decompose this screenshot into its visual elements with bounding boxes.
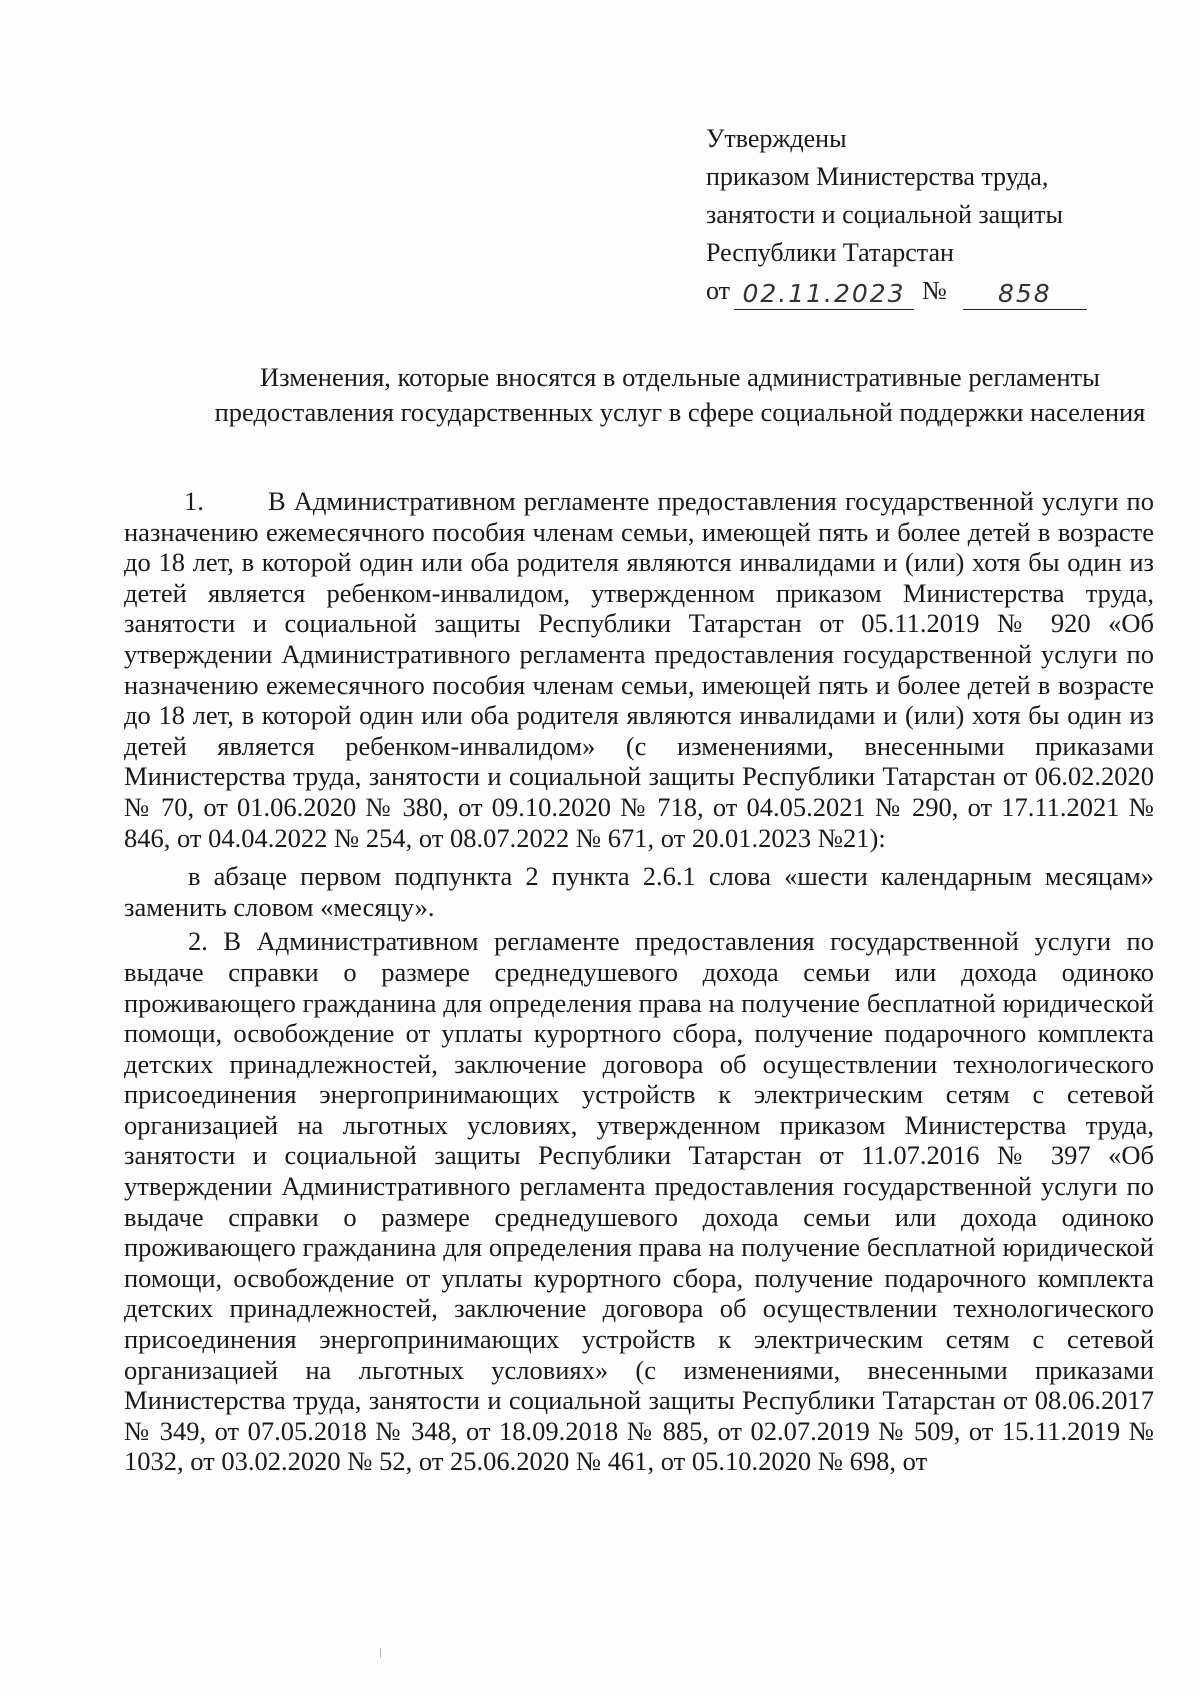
date-prefix: от — [706, 276, 731, 305]
paragraph-1-text: В Административном регламенте предоставления государственной услуги по назначению ежемесячного пособия членам семьи, имеющей пять и более детей в возрасте до 18 лет, в которой один или оба родителя являются инвалидами и (или) хотя бы один из детей является ребенком-инвалидом, утвержденном приказом Министерства труда, занятости и социальной защиты Республики Татарстан от 05.11.2019 № 920 «Об утверждении Административного регламента предоставления государственной услуги по назначению ежемесячного пособия членам семьи, имеющей пять и более детей в возрасте до 18 лет, в которой один или оба родителя являются инвалидами и (или) хотя бы один из детей является ребенком-инвалидом» (с изменениями, внесенными приказами Министерства труда, занятости и социальной защиты Республики Татарстан от 06.02.2020 № 70, от 01.06.2020 № 380, от 09.10.2020 № 718, от 04.05.2021 № 290, от 17.11.2021 № 846, от 04.04.2022 № 254, от 08.07.2022 № 671, от 20.01.2023 №21): — [124, 486, 1154, 853]
approval-stamp-block — [706, 120, 1087, 310]
paragraph-1-number: 1. — [184, 486, 204, 516]
paragraph-2: 2. В Административном регламенте предоставления государственной услуги по выдаче справки о размере среднедушевого дохода семьи или дохода одиноко проживающего гражданина для определения права на получение бесплатной юридической помощи, освобождение от уплаты курортного сбора, получение подарочного комплекта детских принадлежностей, заключение договора об осуществлении технологического присоединения энергопринимающих устройств к электрическим сетям с сетевой организацией на льготных условиях, утвержденном приказом Министерства труда, занятости и социальной защиты Республики Татарстан от 11.07.2016 № 397 «Об утверждении Административного регламента предоставления государственной услуги по выдаче справки о размере среднедушевого дохода семьи или дохода одиноко проживающего гражданина для определения права на получение бесплатной юридической помощи, освобождение от уплаты курортного сбора, получение подарочного комплекта детских принадлежностей, заключение договора об осуществлении технологического присоединения энергопринимающих устройств к электрическим сетям с сетевой организацией на льготных условиях» (с изменениями, внесенными приказами Министерства труда, занятости и социальной защиты Республики Татарстан от 08.06.2017 № 349, от 07.05.2018 № 348, от 18.09.2018 № 885, от 02.07.2019 № 509, от 15.11.2019 № 1032, от 03.02.2020 № 52, от 25.06.2020 № 461, от 05.10.2020 № 698, от — [124, 926, 1154, 1477]
approval-date-number-line — [706, 272, 1087, 310]
paragraph-1 — [124, 486, 1154, 853]
handwritten-date: 02.11.2023 — [734, 279, 914, 310]
handwritten-order-number: 858 — [963, 279, 1087, 310]
scan-speck — [380, 1648, 381, 1658]
document-title: Изменения, которые вносятся в отдельные административные регламенты предоставления государственных услуг в сфере социальной поддержки населения — [214, 362, 1146, 427]
approval-line-2: приказом Министерства труда, — [706, 162, 1049, 191]
document-body — [124, 486, 1154, 1477]
approval-line-4: Республики Татарстан — [706, 238, 954, 267]
approval-line-1: Утверждены — [706, 124, 847, 153]
number-sign: № — [922, 276, 947, 305]
approval-line-3: занятости и социальной защиты — [706, 200, 1063, 229]
paragraph-1-subitem: в абзаце первом подпункта 2 пункта 2.6.1 слова «шести календарным месяцам» заменить словом «месяцу». — [124, 861, 1154, 922]
